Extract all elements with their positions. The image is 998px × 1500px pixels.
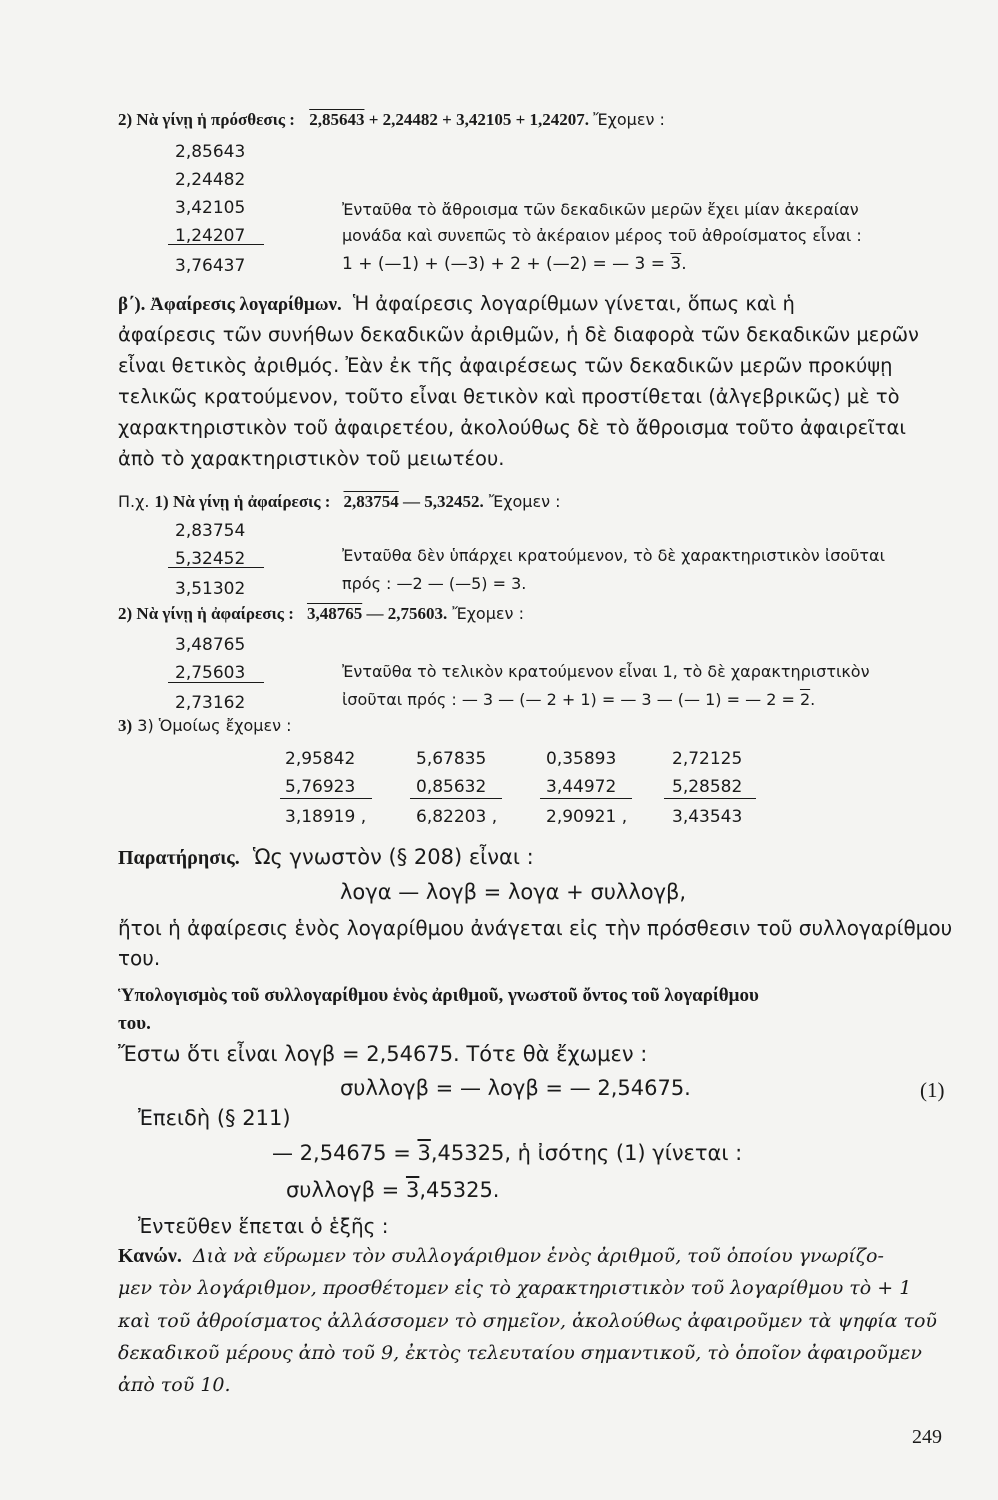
formula: συλλογβ = 3,45325. <box>286 1178 500 1202</box>
paragraph-line: ἀπὸ τὸ χαρακτηριστικὸν τοῦ μειωτέου. <box>118 447 505 470</box>
subtraction-example-1: Π.χ. 1) Νὰ γίνῃ ἡ ἀφαίρεσις : 2,83754 — 5,32452. Ἔχομεν : <box>118 492 561 511</box>
sum-rule <box>168 244 264 245</box>
paragraph-line: του. <box>118 946 161 970</box>
addition-equation: 1 + (—1) + (—3) + 2 + (—2) = — 3 = 3. <box>342 254 687 274</box>
note-line: ἰσοῦται πρός : — 3 — (— 2 + 1) = — 3 — (— 1) = — 2 = 2. <box>342 690 816 709</box>
rule <box>410 798 502 799</box>
difference-rule <box>168 682 264 683</box>
paragraph-line: εἶναι θετικὸς ἀριθμός. Ἐὰν ἐκ τῆς ἀφαιρέσεως τῶν δεκαδικῶν μερῶν προκύψῃ <box>118 354 893 377</box>
example-column-a: 2,95842 5,76923 3,18919 , <box>285 749 367 827</box>
example-column-b: 5,67835 0,85632 6,82203 , <box>416 749 498 827</box>
paragraph-line: ἤτοι ἡ ἀφαίρεσις ἑνὸς λογαρίθμου ἀνάγεται εἰς τὴν πρόσθεσιν τοῦ συλλογαρίθμου <box>118 916 953 940</box>
observation-heading: Παρατήρησις. <box>118 847 240 869</box>
paragraph-line: χαρακτηριστικὸν τοῦ ἀφαιρετέου, ἀκολούθως δὲ τὸ ἄθροισμα τοῦτο ἀφαιρεῖται <box>118 416 906 439</box>
addition-note-line: μονάδα καὶ συνεπῶς τὸ ἀκέραιον μέρος τοῦ ἀθροίσματος εἶναι : <box>342 226 862 245</box>
paragraph-line: Ἐντεῦθεν ἕπεται ὁ ἑξῆς : <box>138 1214 389 1238</box>
column-value: 2,24482 <box>175 170 246 190</box>
term: 2,85643 <box>309 110 365 129</box>
rule <box>664 798 756 799</box>
rule <box>280 798 372 799</box>
difference-rule <box>168 567 264 568</box>
equation-tag: (1) <box>920 1078 945 1102</box>
paragraph-line: μεν τὸν λογάριθμον, προσθέτομεν εἰς τὸ χαρακτηριστικὸν τοῦ λογαρίθμου τὸ + 1 <box>118 1277 912 1299</box>
column-value: 1,24207 <box>175 226 246 246</box>
example-column-d: 2,72125 5,28582 3,43543 <box>672 749 743 827</box>
rule-paragraph-first: Κανών. Διὰ νὰ εὕρωμεν τὸν συλλογάριθμον ἑνὸς ἀριθμοῦ, τοῦ ὁποίου γνωρίζο- <box>118 1245 884 1267</box>
paragraph-line: ἀφαίρεσις τῶν συνήθων δεκαδικῶν ἀριθμῶν, ἡ δὲ διαφορὰ τῶν δεκαδικῶν μερῶν <box>118 323 919 346</box>
example-label: 2) Νὰ γίνῃ ἡ πρόσθεσις : <box>118 110 295 129</box>
section-heading: Ὑπολογισμὸς τοῦ συλλογαρίθμου ἑνὸς ἀριθμοῦ, γνωστοῦ ὄντος τοῦ λογαρίθμου <box>118 985 759 1006</box>
we-have: Ἔχομεν : <box>593 110 665 129</box>
term: 1,24207 <box>529 110 585 129</box>
subtraction-column-2: 3,48765 2,75603 2,73162 <box>175 635 246 713</box>
note-line: πρός : —2 — (—5) = 3. <box>342 574 527 593</box>
paragraph-line: ἀπὸ τοῦ 10. <box>118 1374 231 1396</box>
addition-column <box>175 138 245 280</box>
term: 2,24482 <box>382 110 438 129</box>
addition-example-line: 2) Νὰ γίνῃ ἡ πρόσθεσις : 2,85643 + 2,24482 + 3,42105 + 1,24207. Ἔχομεν : <box>118 110 665 129</box>
formula: συλλογβ = — λογβ = — 2,54675. <box>340 1076 691 1100</box>
column-sum: 3,76437 <box>175 256 246 276</box>
note-line: Ἐνταῦθα τὸ τελικὸν κρατούμενον εἶναι 1, τὸ δὲ χαρακτηριστικὸν <box>342 662 870 681</box>
page-number: 249 <box>912 1426 942 1448</box>
note-line: Ἐνταῦθα δὲν ὑπάρχει κρατούμενον, τὸ δὲ χαρακτηριστικὸν ἰσοῦται <box>342 546 886 565</box>
subtraction-paragraph-first: β΄). Ἀφαίρεσις λογαρίθμων. Ἡ ἀφαίρεσις λογαρίθμων γίνεται, ὅπως καὶ ἡ <box>118 292 795 315</box>
paragraph-line: Ἐπειδὴ (§ 211) <box>138 1106 291 1130</box>
rule-heading: Κανών. <box>118 1245 182 1267</box>
section-heading: του. <box>118 1013 151 1034</box>
formula: — 2,54675 = 3,45325, ἡ ἰσότης (1) γίνεται : <box>272 1141 743 1165</box>
rule <box>540 798 632 799</box>
subtraction-column-1: 2,83754 5,32452 3,51302 <box>175 521 246 599</box>
paragraph-line: δεκαδικοῦ μέρους ἀπὸ τοῦ 9, ἐκτὸς τελευταίου σημαντικοῦ, τὸ ὁποῖον ἀφαιροῦμεν <box>118 1342 922 1364</box>
example-column-c: 0,35893 3,44972 2,90921 , <box>546 749 628 827</box>
paragraph-line: τελικῶς κρατούμενον, τοῦτο εἶναι θετικὸν καὶ προστίθεται (ἀλγεβρικῶς) μὲ τὸ <box>118 385 900 408</box>
observation-line: Παρατήρησις. Ὡς γνωστὸν (§ 208) εἶναι : <box>118 845 534 869</box>
term: 3,42105 <box>456 110 512 129</box>
addition-note-line: Ἐνταῦθα τὸ ἄθροισμα τῶν δεκαδικῶν μερῶν ἔχει μίαν ἀκεραίαν <box>342 200 859 219</box>
paragraph-line: Ἔστω ὅτι εἶναι λογβ = 2,54675. Τότε θὰ ἔχωμεν : <box>118 1042 648 1066</box>
paragraph-line: καὶ τοῦ ἀθροίσματος ἀλλάσσομεν τὸ σημεῖον, ἀκολούθως ἀφαιροῦμεν τὰ ψηφία τοῦ <box>118 1310 937 1332</box>
section-heading: β΄). Ἀφαίρεσις λογαρίθμων. <box>118 294 342 315</box>
column-value: 2,85643 <box>175 142 246 162</box>
subtraction-example-2: 2) Νὰ γίνῃ ἡ ἀφαίρεσις : 3,48765 — 2,75603. Ἔχομεν : <box>118 604 524 623</box>
similar-examples: 3) 3) Ὁμοίως ἔχομεν : <box>118 716 292 735</box>
column-value: 3,42105 <box>175 198 246 218</box>
formula: λογα — λογβ = λογα + συλλογβ, <box>340 880 687 904</box>
